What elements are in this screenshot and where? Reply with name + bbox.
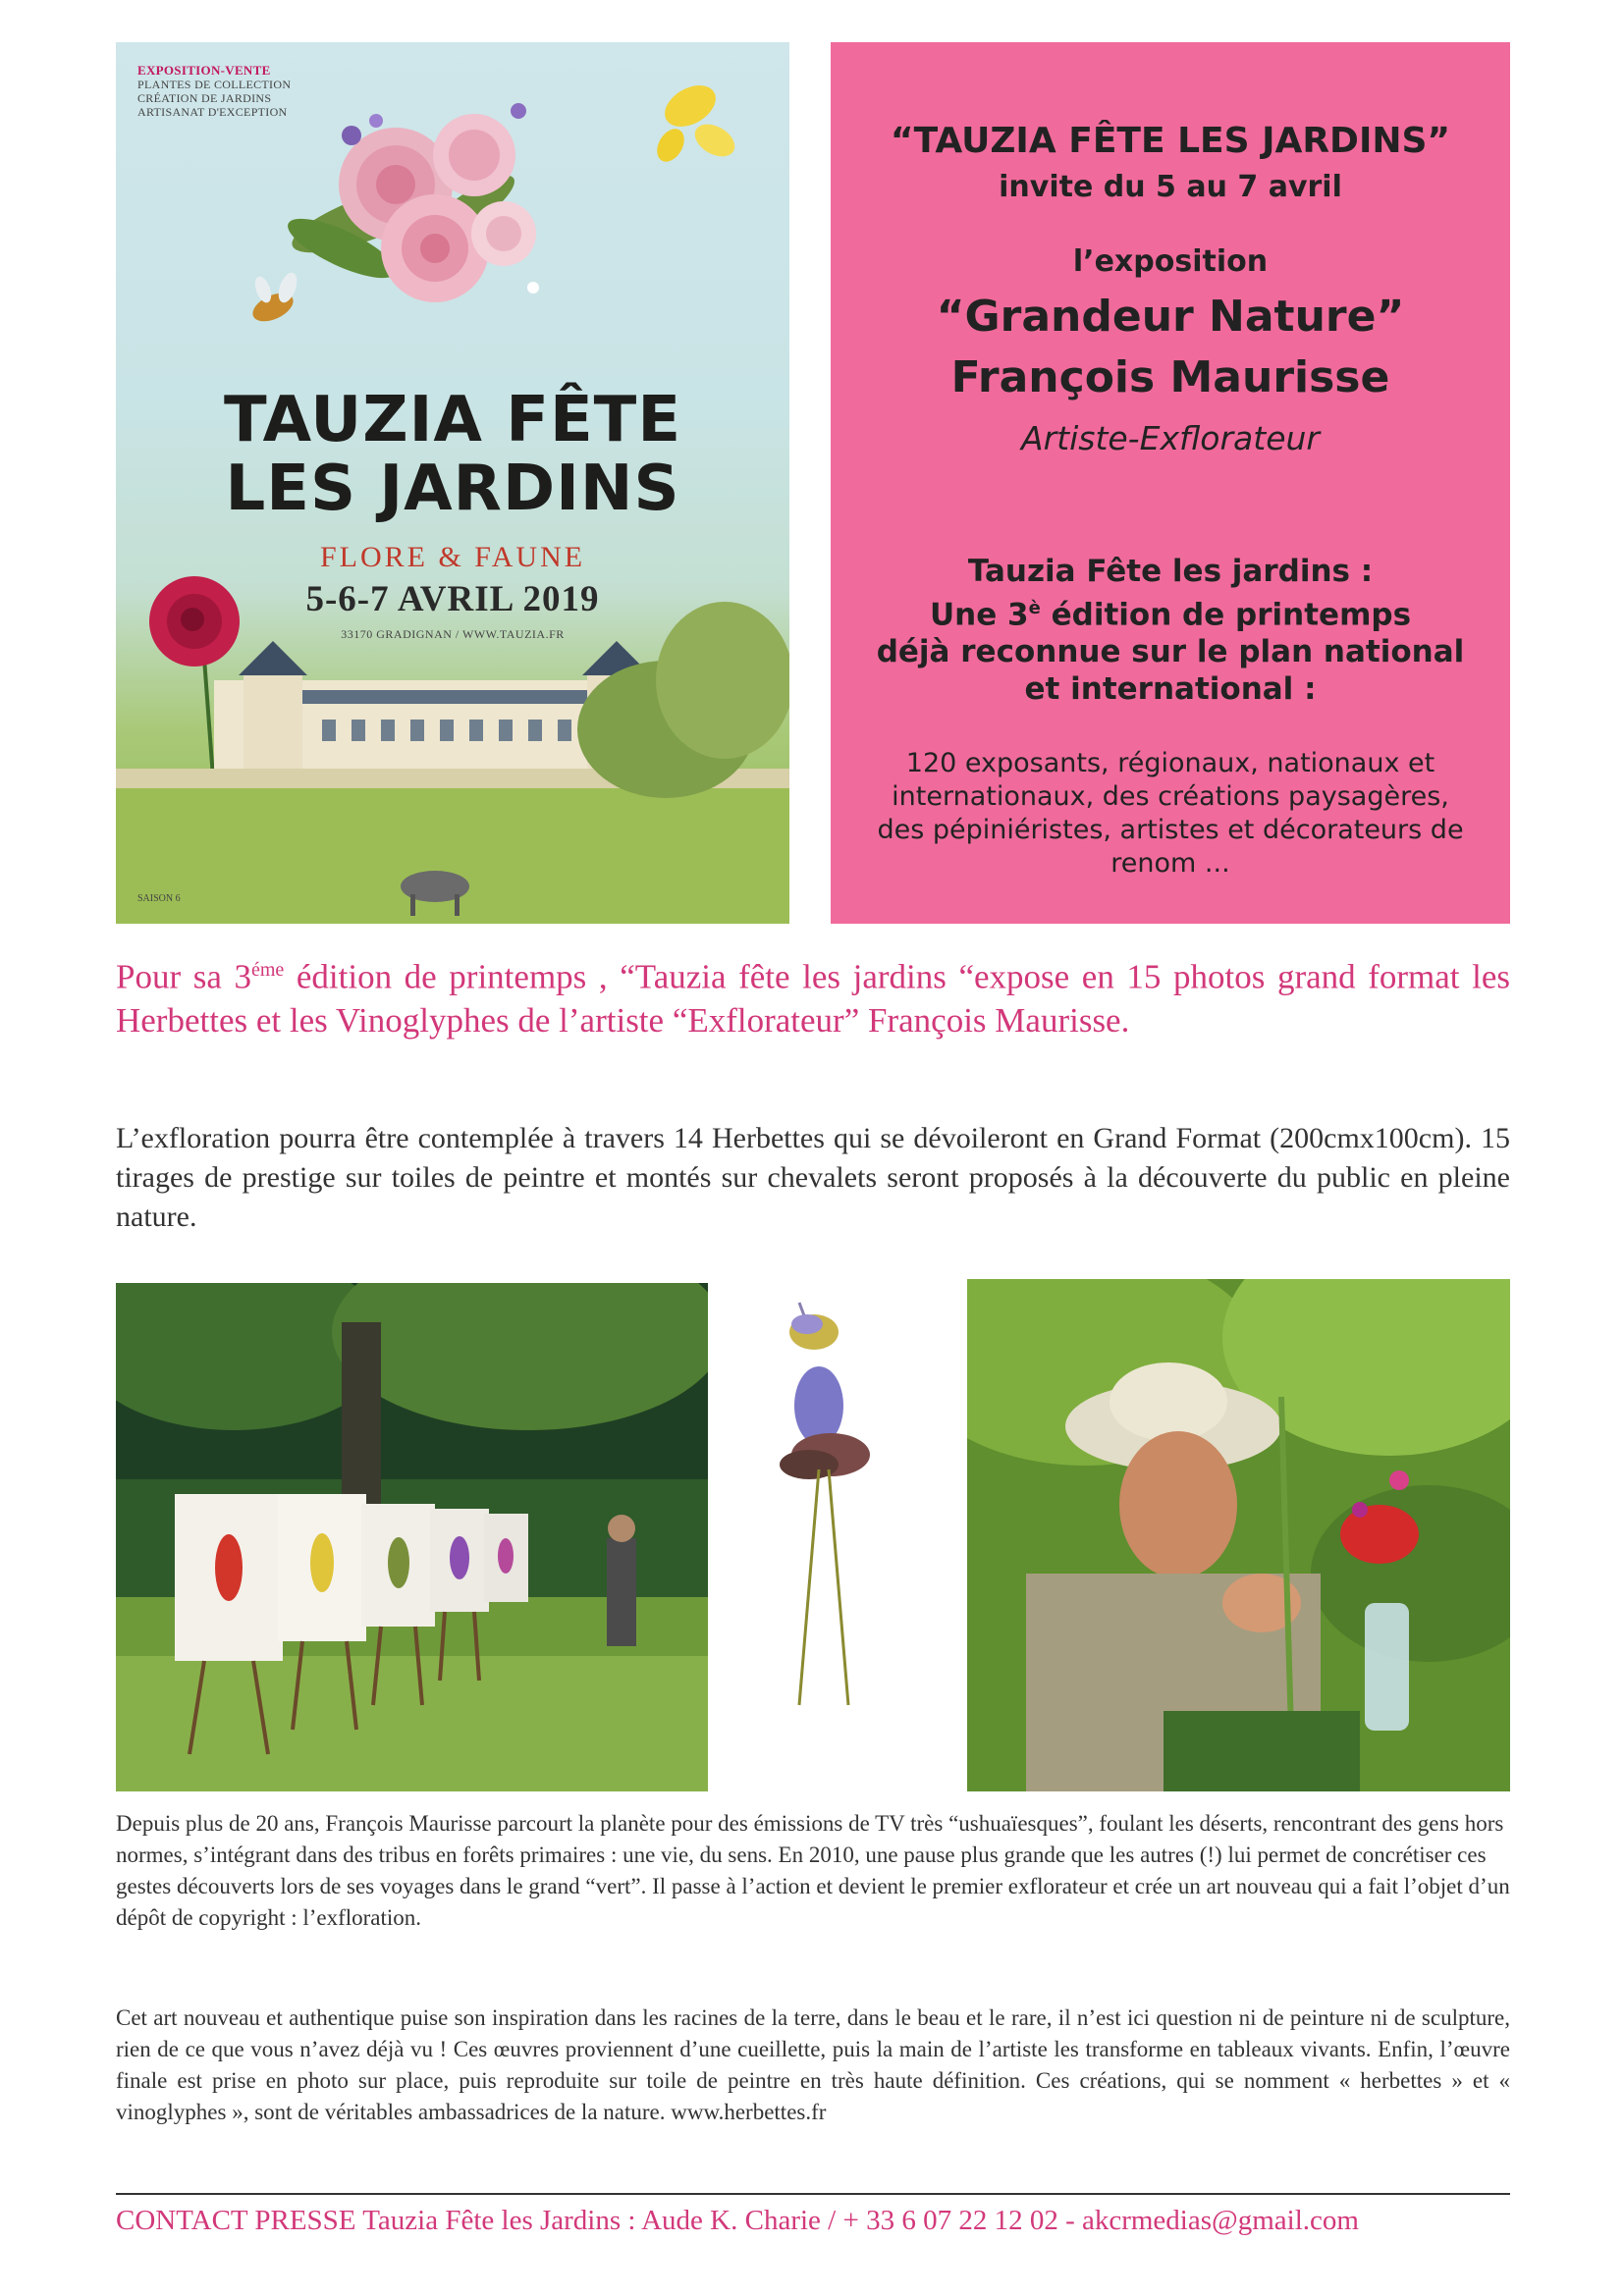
lead-pre: Pour sa 3 xyxy=(116,957,251,996)
announcement-box xyxy=(831,42,1510,924)
footer-divider xyxy=(116,2193,1510,2195)
edition-line1 xyxy=(831,590,1510,633)
rose-bouquet xyxy=(281,103,539,302)
edition-block xyxy=(831,553,1510,708)
poster-title-line1: TAUZIA FÊTE xyxy=(223,384,682,456)
poster-address: 33170 GRADIGNAN / WWW.TAUZIA.FR xyxy=(341,627,565,641)
poster-title-line2: LES JARDINS xyxy=(225,453,680,525)
exhibitors-description: 120 exposants, régionaux, nationaux et internationaux, des créations paysagères, des pépiniéristes, artistes et décorateurs de renom ... xyxy=(877,748,1464,879)
exfloration-paragraph: L’exfloration pourra être contemplée à travers 14 Herbettes qui se dévoileront en Grand Format (200cmx100cm). 15 tirages de prestige sur toiles de peintre et montés sur chevalets seront proposés à la découverte du public en pleine nature. xyxy=(116,1122,1510,1233)
edition-line1-pre: Une 3 xyxy=(929,597,1029,633)
poster-header-line: EXPOSITION-VENTE xyxy=(137,63,271,78)
artist-role: Artiste-Exflorateur xyxy=(1021,419,1320,457)
edition-line2: déjà reconnue sur le plan national xyxy=(876,634,1465,670)
artist-name: François Maurisse xyxy=(950,352,1390,402)
poster-header-line: ARTISANAT D'EXCEPTION xyxy=(137,105,288,119)
biography-paragraph: Depuis plus de 20 ans, François Maurisse parcourt la planète pour des émissions de TV très “ushuaïesques”, foulant les déserts, rencontrant des gens hors normes, s’intégrant dans des tribus en forêts primaires : une vie, du sens. En 2010, une pause plus grande que les autres (!) lui permet de concrétiser ces gestes découverts lors de ses voyages dans le grand “vert”. Il passe à l’action et devient le premier exflorateur et crée un art nouveau qui a fait l’objet d’un dépôt de copyright : l’exfloration. xyxy=(116,1811,1510,1930)
exposition-label: l’exposition xyxy=(1072,244,1269,279)
lead-sup: éme xyxy=(250,959,285,981)
edition-line1-post: édition de printemps xyxy=(1040,597,1412,633)
lead-post: édition de printemps , “Tauzia fête les jardins “expose en 15 photos grand format les Herbettes et les Vinoglyphes de l’artiste “Exflorateur” François Maurisse. xyxy=(116,957,1511,1040)
exposition-name: “Grandeur Nature” xyxy=(936,292,1405,342)
art-description-paragraph: Cet art nouveau et authentique puise son inspiration dans les racines de la terre, dans le beau et le rare, il n’est ici question ni de peinture ni de sculpture, rien de ce que vous n’avez déjà vu ! Ces œuvres proviennent d’une cueillette, puis la main de l’artiste les transforme en tableaux vivants. Enfin, l’œuvre finale est prise en photo sur place, puis reproduite sur toile de peintre en très haute définition. Ces créations, qui se nomment « herbettes » et « vinoglyphes », sont de véritables ambassadrices de la nature. www.herbettes.fr xyxy=(116,2005,1510,2124)
event-poster xyxy=(116,42,789,924)
poster-title xyxy=(116,386,789,523)
event-name: “TAUZIA FÊTE LES JARDINS” xyxy=(890,121,1451,161)
easels-photo xyxy=(116,1283,708,1791)
bee xyxy=(248,270,300,327)
invite-dates: invite du 5 au 7 avril xyxy=(999,170,1342,204)
poster-header-line: CRÉATION DE JARDINS xyxy=(137,91,272,105)
butterfly xyxy=(652,77,740,166)
poster-saison: SAISON 6 xyxy=(137,893,181,904)
press-contact: CONTACT PRESSE Tauzia Fête les Jardins : Aude K. Charie / + 33 6 07 22 12 02 - akcrmedias@gmail.com xyxy=(116,2205,1359,2236)
poster-subtitle: FLORE & FAUNE xyxy=(319,541,586,573)
poster-header xyxy=(137,64,291,119)
artist-portrait-photo xyxy=(967,1279,1510,1791)
poster-dates: 5-6-7 AVRIL 2019 xyxy=(305,579,600,619)
lead-paragraph xyxy=(116,948,1510,1042)
edition-line1-sup: è xyxy=(1028,598,1041,618)
poster-header-line: PLANTES DE COLLECTION xyxy=(137,78,292,91)
edition-heading: Tauzia Fête les jardins : xyxy=(967,554,1374,589)
edition-line3: et international : xyxy=(1024,671,1317,708)
herbette-figurine-photo xyxy=(721,1283,956,1791)
